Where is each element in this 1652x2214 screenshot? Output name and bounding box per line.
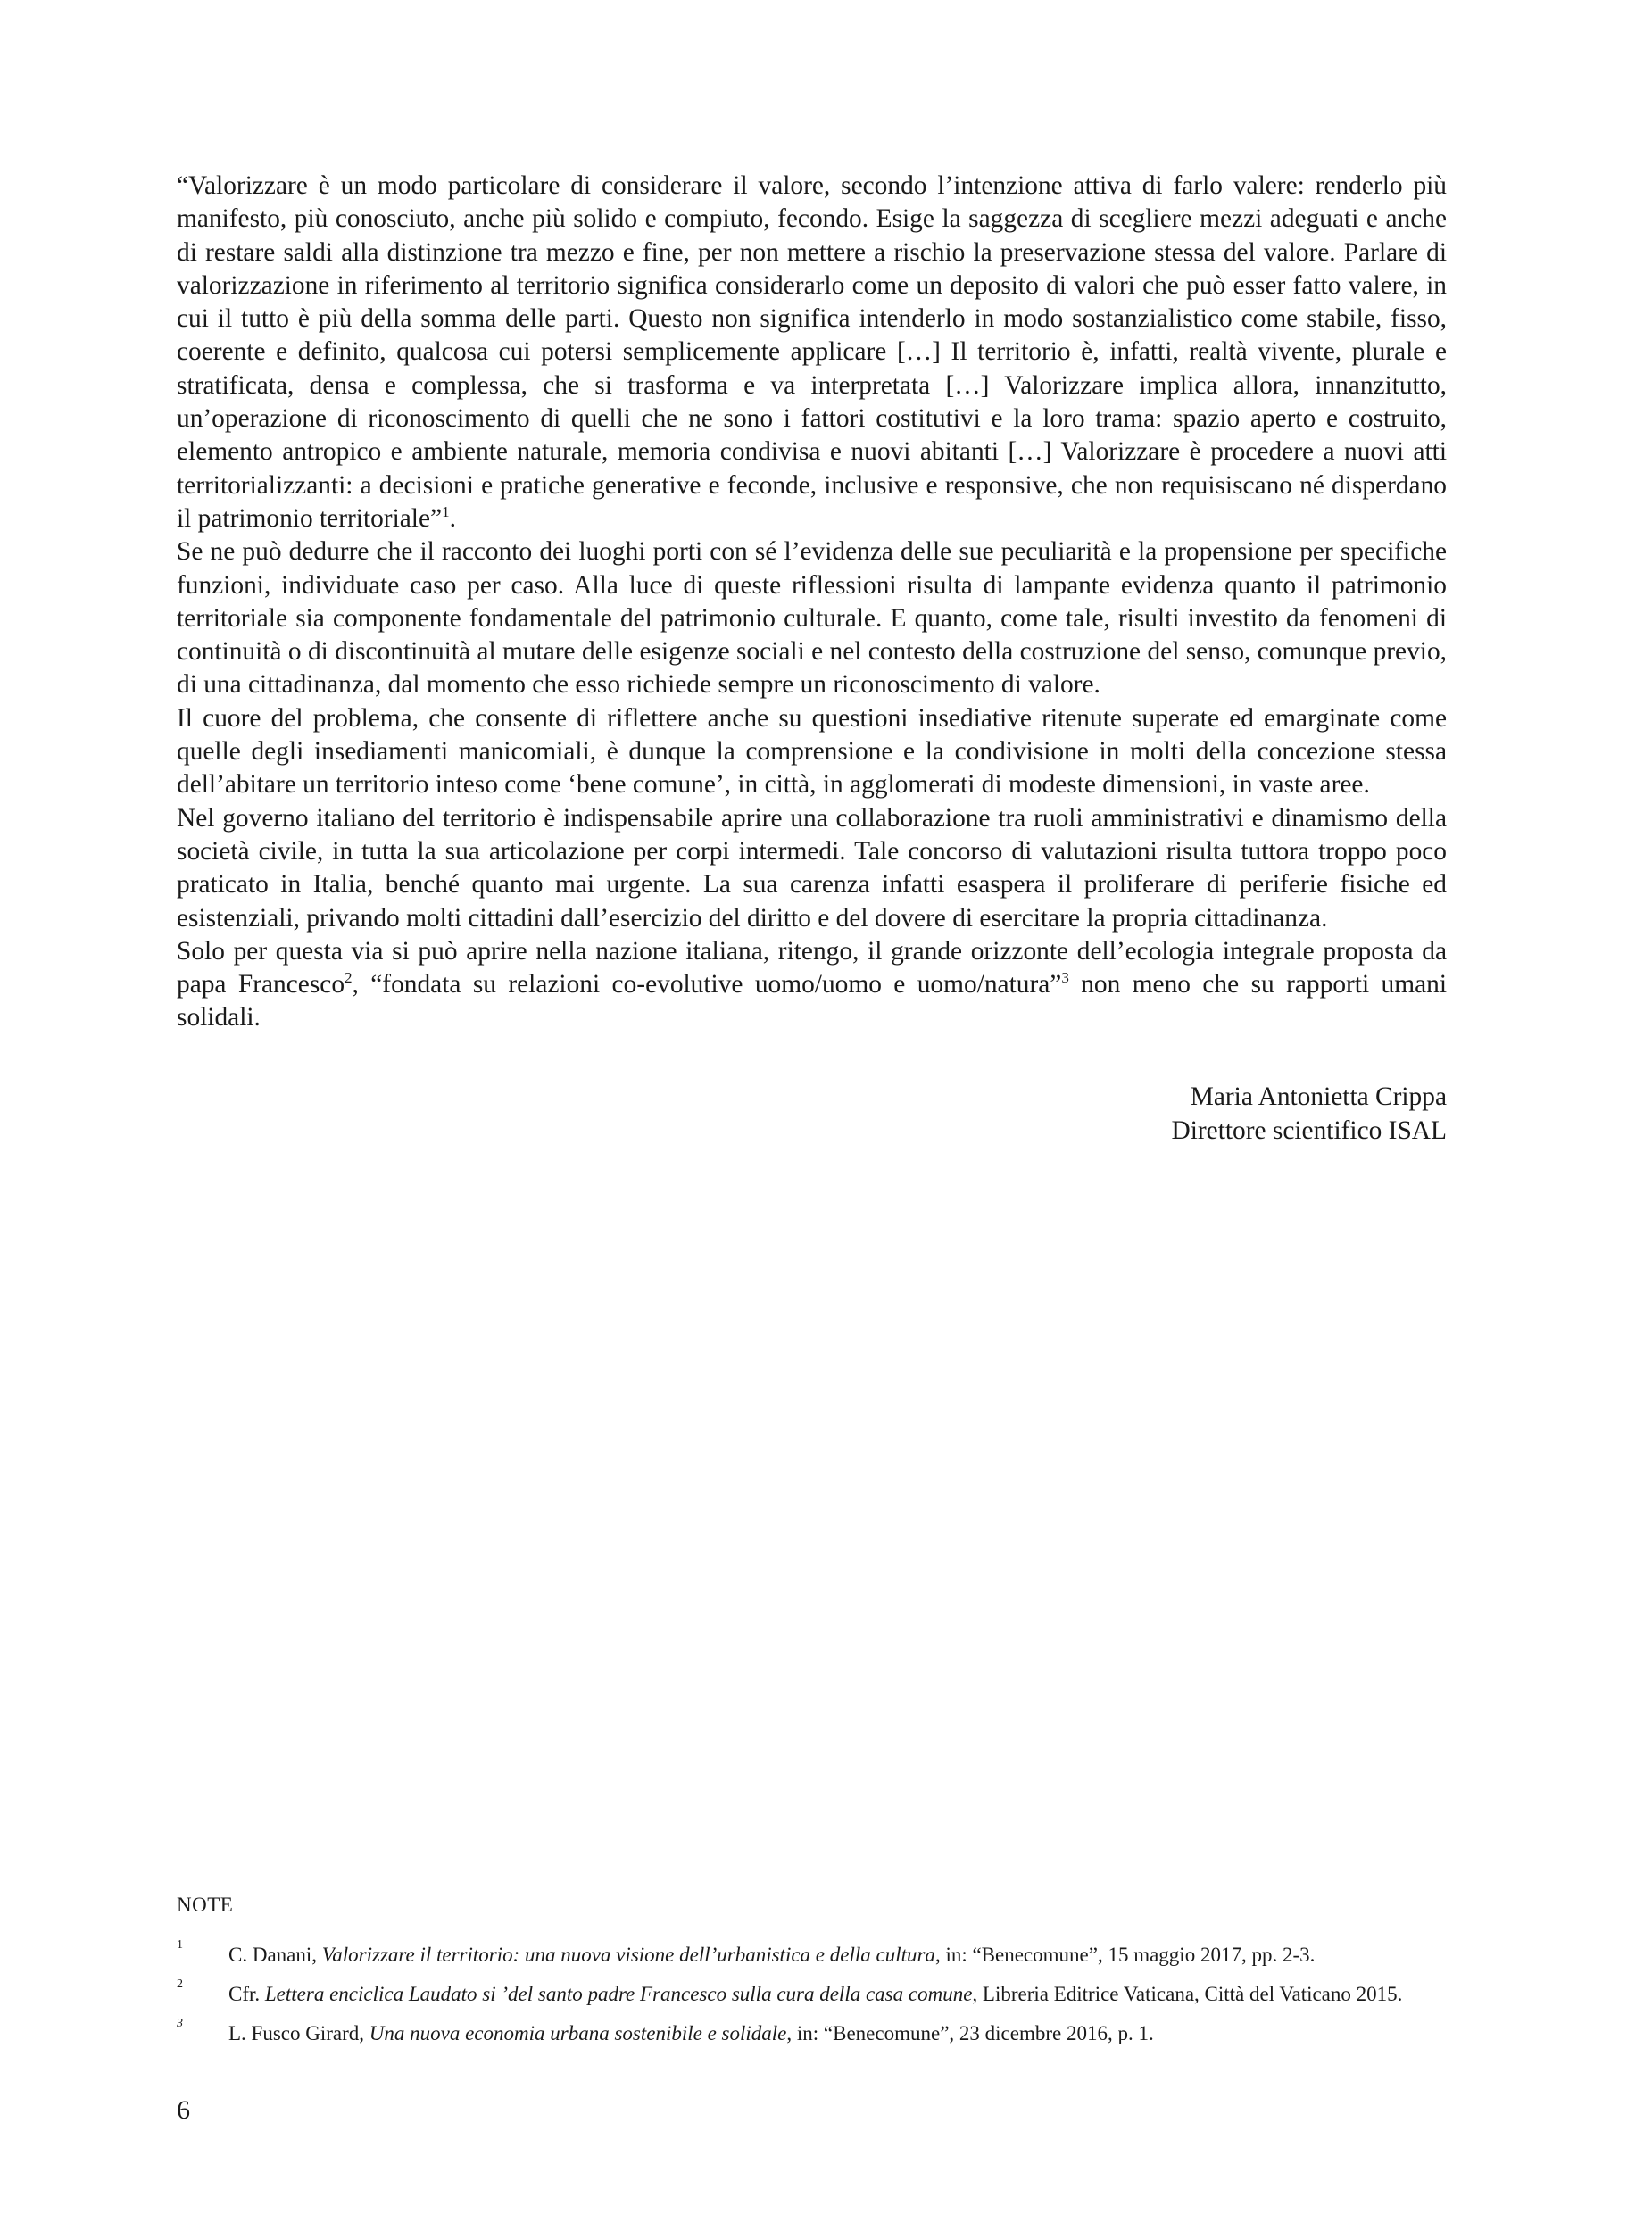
paragraph-4: Nel governo italiano del territorio è indispensabile aprire una collaborazione tra ruoli amministrativi e dinamismo della società civile, in tutta la sua articolazione per corpi intermedi. Tale concorso di valutazioni risulta tuttora troppo poco praticato in Italia, benché quanto mai urgente. La sua carenza infatti esaspera il proliferare di periferie fisiche ed esistenziali, privando molti cittadini dall’esercizio del diritto e del dovere di esercitare la propria cittadinanza. bbox=[177, 803, 1447, 933]
footnote-post: Libreria Editrice Vaticana, Città del Vaticano 2015. bbox=[977, 1983, 1403, 2005]
footnote-number: 3 bbox=[177, 2017, 183, 2030]
paragraph-5 bbox=[177, 935, 1447, 1035]
notes-heading: NOTE bbox=[177, 1894, 234, 1916]
paragraph-5-part-a: Solo per questa via si può aprire nella nazione italiana, ritengo, il grande orizzonte dell’ecologia integrale proposta da papa Francesco bbox=[177, 936, 1447, 999]
paragraph-3: Il cuore del problema, che consente di riflettere anche su questioni insediative ritenute superate ed emarginate come quelle degli insediamenti manicomiali, è dunque la comprensione e la condivisione in molti della concezione stessa dell’abitare un territorio inteso come ‘bene comune’, in città, in agglomerati di modeste dimensioni, in vaste aree. bbox=[177, 703, 1447, 800]
footnote-ref-1[interactable]: 1 bbox=[442, 503, 450, 521]
page-number: 6 bbox=[177, 2095, 190, 2125]
signature-block bbox=[1171, 1080, 1447, 1148]
footnote-ref-2[interactable]: 2 bbox=[345, 969, 353, 987]
footnote-pre: C. Danani, bbox=[228, 1944, 322, 1966]
footnote-pre: Cfr. bbox=[228, 1983, 265, 2005]
footnote-ref-3[interactable]: 3 bbox=[1061, 969, 1069, 987]
footnote-pre: L. Fusco Girard, bbox=[228, 2022, 369, 2044]
body-text bbox=[177, 170, 1447, 1035]
footnote-number: 2 bbox=[177, 1978, 183, 1991]
paragraph-5-part-b: , “fondata su relazioni co-evolutive uomo/uomo e uomo/natura” bbox=[352, 970, 1062, 999]
paragraph-5-part-c: non meno che su rapporti umani solidali. bbox=[177, 970, 1447, 1032]
footnote-title: Una nuova economia urbana sostenibile e solidale bbox=[369, 2022, 787, 2044]
footnote-item bbox=[177, 2017, 1480, 2047]
footnote-title: Valorizzare il territorio: una nuova visione dell’urbanistica e della cultura bbox=[321, 1944, 935, 1966]
footnote-number: 1 bbox=[177, 1938, 183, 1952]
quote-text: “Valorizzare è un modo particolare di considerare il valore, secondo l’intenzione attiva di farlo valere: renderlo più manifesto, più conosciuto, anche più solido e compiuto, fecondo. Esige la saggezza di scegliere mezzi adeguati e anche di restare saldi alla distinzione tra mezzo e fine, per non mettere a rischio la preservazione stessa del valore. Parlare di valorizzazione in riferimento al territorio significa considerarlo come un deposito di valori che può esser fatto valere, in cui il tutto è più della somma delle parti. Questo non significa intenderlo in modo sostanzialistico come stabile, fisso, coerente e definito, qualcosa cui potersi semplicemente applicare […] Il territorio è, infatti, realtà vivente, plurale e stratificata, densa e complessa, che si trasforma e va interpretata […] Valorizzare implica allora, innanzitutto, un’operazione di riconoscimento di quelli che ne sono i fattori costitutivi e la loro trama: spazio aperto e costruito, elemento antropico e ambiente naturale, memoria condivisa e nuovi abitanti […] Valorizzare è procedere a nuovi atti territorializzanti: a decisioni e pratiche generative e feconde, inclusive e responsive, che non requisiscano né disperdano il patrimonio territoriale” bbox=[177, 171, 1447, 533]
footnotes bbox=[177, 1892, 1480, 2060]
footnote-item bbox=[177, 1978, 1480, 2008]
footnote-title: Lettera enciclica Laudato si ’del santo padre Francesco sulla cura della casa comune, bbox=[264, 1983, 978, 2005]
footnote-post: , in: “Benecomune”, 15 maggio 2017, pp. 2-3. bbox=[934, 1944, 1316, 1966]
signature-role: Direttore scientifico ISAL bbox=[1171, 1116, 1447, 1145]
quote-tail: . bbox=[449, 503, 456, 533]
footnote-post: , in: “Benecomune”, 23 dicembre 2016, p. 1. bbox=[786, 2022, 1154, 2044]
footnote-item bbox=[177, 1938, 1480, 1969]
signature-name: Maria Antonietta Crippa bbox=[1190, 1082, 1447, 1111]
paragraph-quote bbox=[177, 170, 1447, 535]
paragraph-2: Se ne può dedurre che il racconto dei luoghi porti con sé l’evidenza delle sue peculiarità e la propensione per specifiche funzioni, individuate caso per caso. Alla luce di queste riflessioni risulta di lampante evidenza quanto il patrimonio territoriale sia componente fondamentale del patrimonio culturale. E quanto, come tale, risulti investito da fenomeni di continuità o di discontinuità al mutare delle esigenze sociali e nel contesto della costruzione del senso, comunque previo, di una cittadinanza, dal momento che esso richiede sempre un riconoscimento di valore. bbox=[177, 537, 1447, 700]
